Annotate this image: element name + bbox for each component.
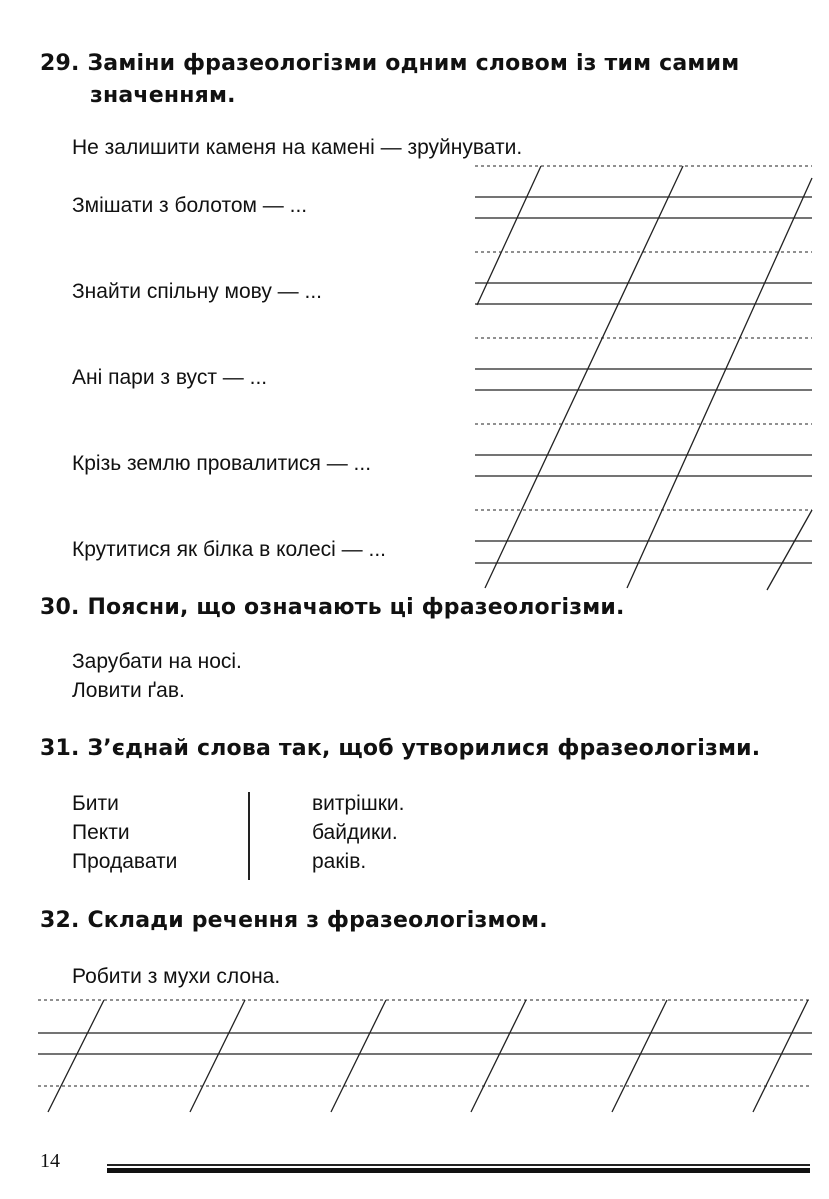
task-30-number: 30. (40, 595, 80, 620)
task-29-example: Не залишити каменя на камені — зруйнувати. (72, 136, 523, 159)
page-number: 14 (40, 1150, 60, 1172)
task-29-item: Ані пари з вуст — ... (72, 366, 268, 389)
task-29-item: Крутитися як білка в колесі — ... (72, 538, 386, 561)
task-31-right-word[interactable]: витрішки. (312, 792, 405, 815)
task-29-number: 29. (40, 51, 80, 76)
task-31-title-text: З’єднай слова так, щоб утворилися фразеологізми. (87, 736, 761, 761)
task-31-column-divider (248, 792, 250, 880)
task-32-title (40, 905, 548, 937)
task-31-right-word[interactable]: раків. (312, 850, 367, 873)
task-30-item: Ловити ґав. (72, 679, 185, 702)
task-31-left-word[interactable]: Продавати (72, 850, 178, 873)
task-32-title-text: Склади речення з фразеологізмом. (87, 908, 548, 933)
task-30-item: Зарубати на носі. (72, 650, 242, 673)
task-31-left-word[interactable]: Пекти (72, 821, 130, 844)
task-31-title (40, 733, 760, 765)
task-31-right-word[interactable]: байдики. (312, 821, 398, 844)
task-29-item: Змішати з болотом — ... (72, 194, 308, 217)
task-30-title-text: Поясни, що означають ці фразеологізми. (87, 595, 625, 620)
task-29-item: Крізь землю провалитися — ... (72, 452, 372, 475)
footer-rule-thin (107, 1164, 810, 1166)
task-32-writing-grid[interactable] (0, 990, 829, 1120)
task-31-number: 31. (40, 736, 80, 761)
task-32-phrase: Робити з мухи слона. (72, 965, 281, 988)
footer-rule-thick (107, 1168, 810, 1173)
task-31-left-word[interactable]: Бити (72, 792, 119, 815)
task-32-number: 32. (40, 908, 80, 933)
task-29-title-line2: значенням. (90, 83, 236, 108)
task-29-title-line1: Заміни фразеологізми одним словом із тим самим (87, 51, 740, 76)
task-30-title (40, 592, 625, 624)
task-29-item: Знайти спільну мову — ... (72, 280, 323, 303)
